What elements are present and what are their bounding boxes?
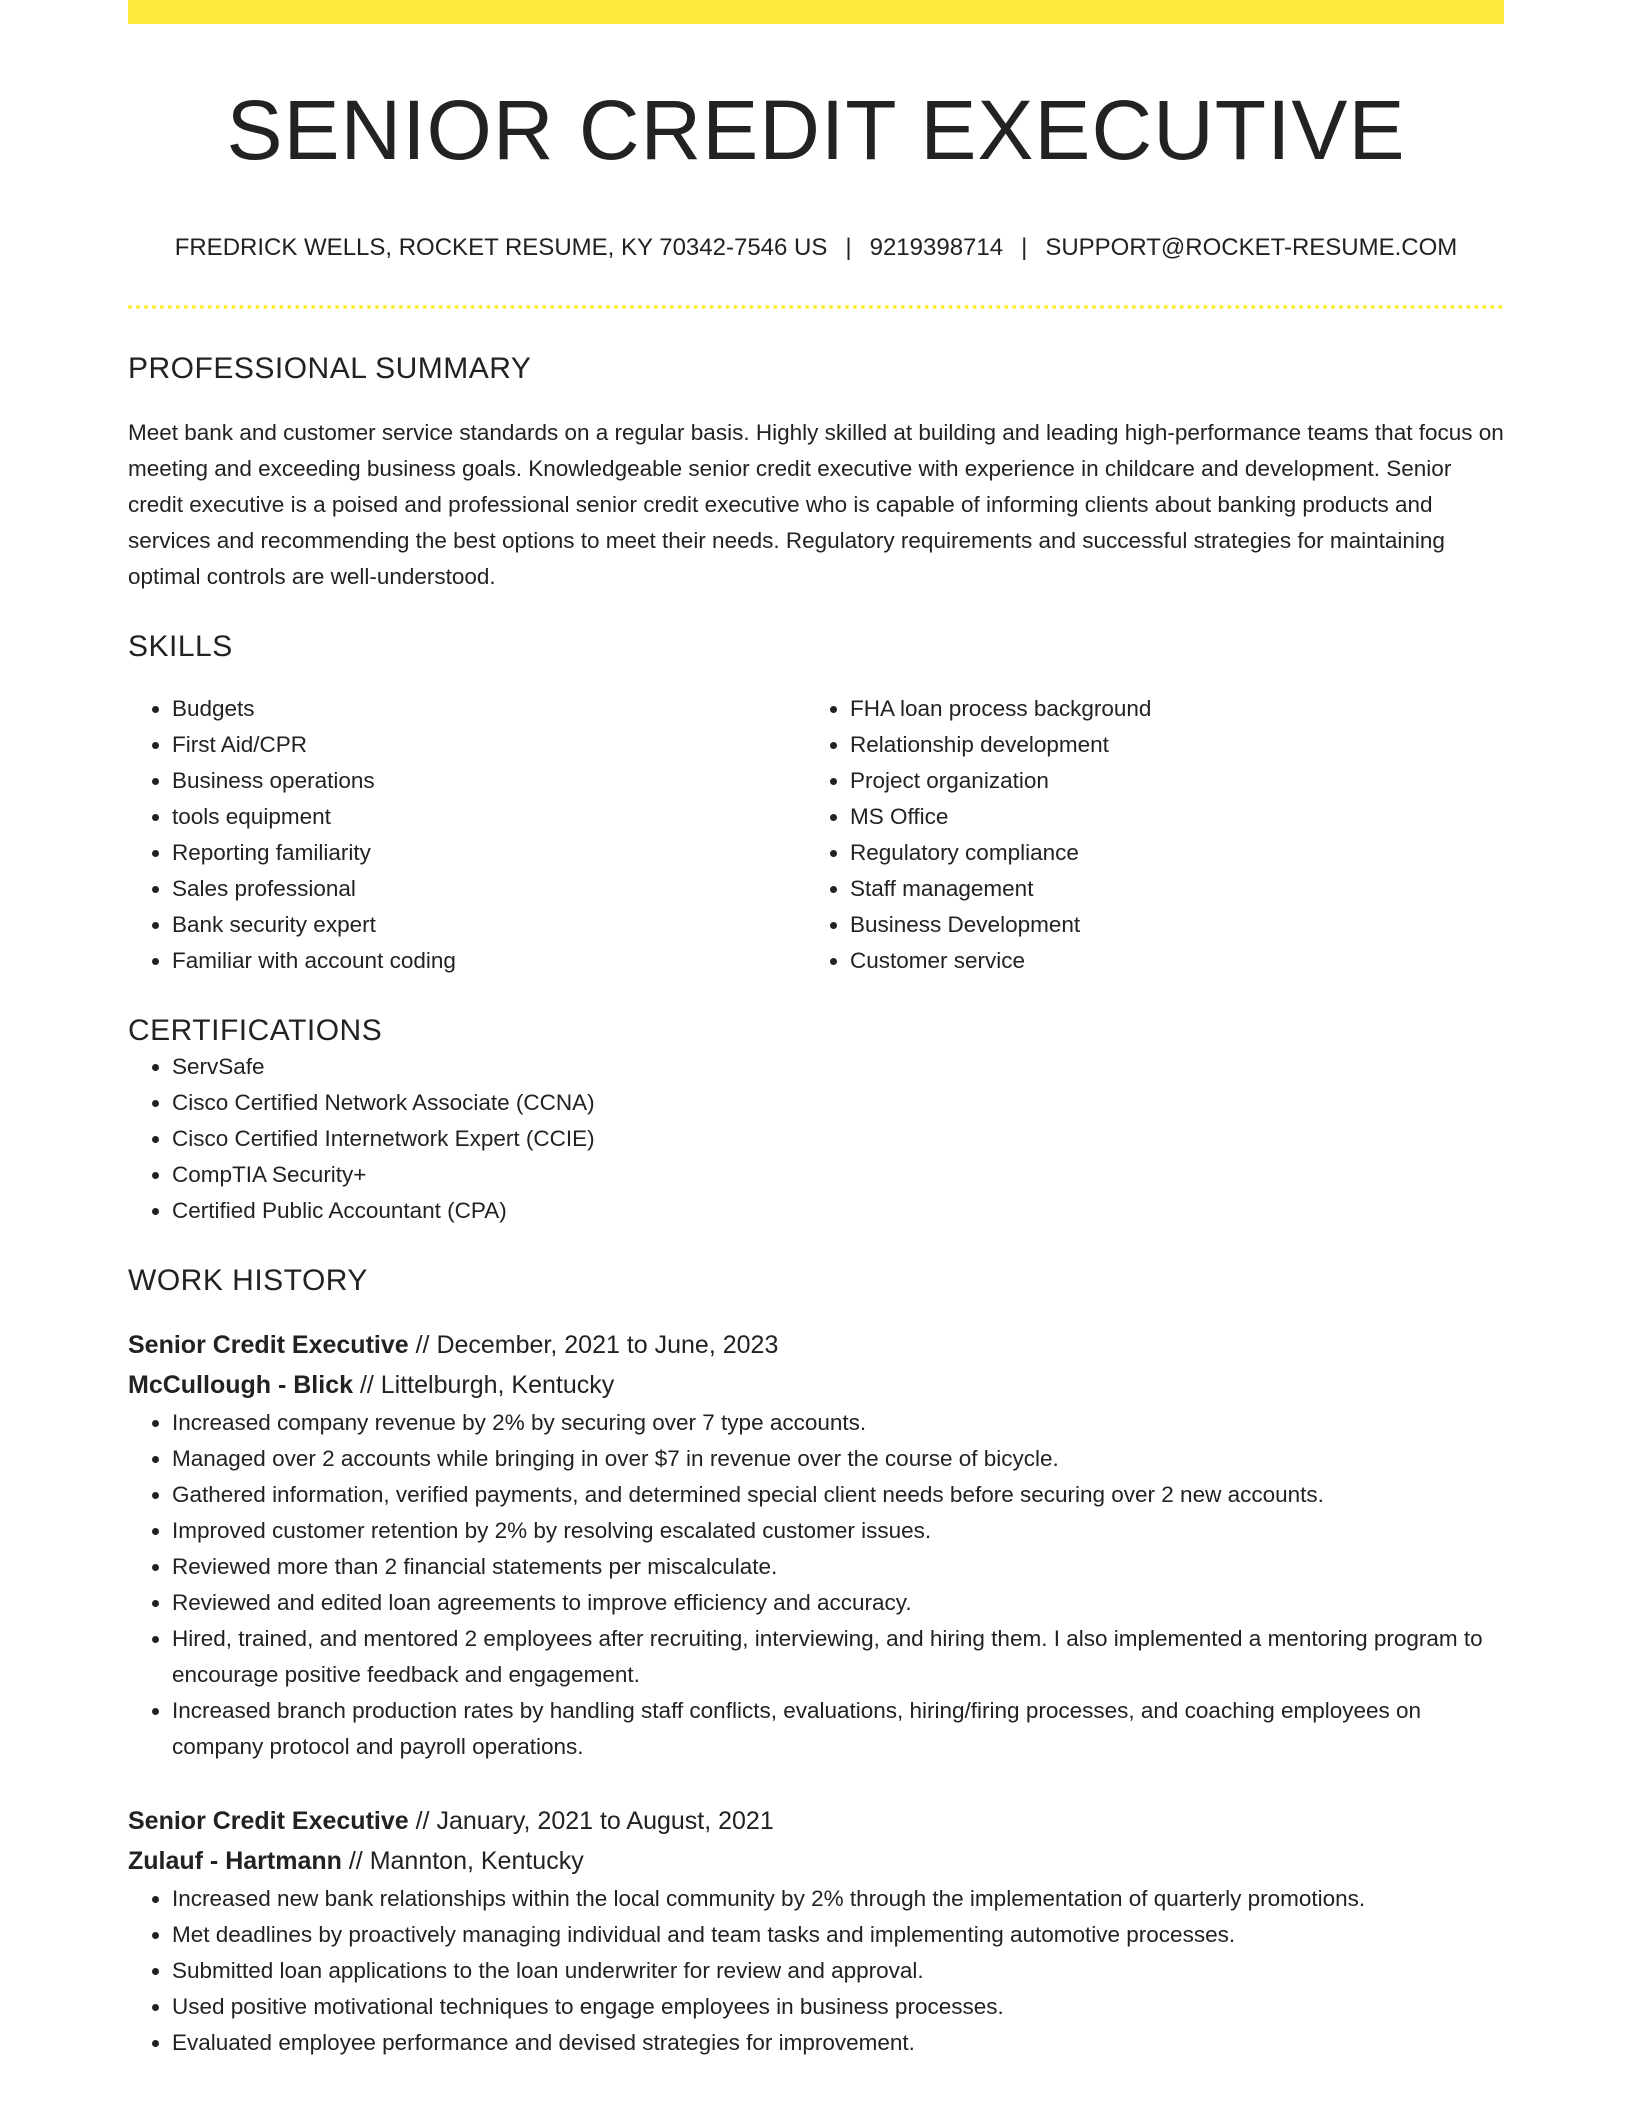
skill-item: • Customer service [850,943,1484,979]
job-company: Zulauf - Hartmann [128,1847,342,1876]
skill-item: • MS Office [850,799,1484,835]
resume-title: SENIOR CREDIT EXECUTIVE [226,83,1406,177]
contact-address: FREDRICK WELLS, ROCKET RESUME, KY 70342-7546 US [174,234,828,262]
job-bullet: • Increased company revenue by 2% by securing over 7 type accounts. [172,1405,1504,1441]
certifications-heading: CERTIFICATIONS [128,1014,383,1048]
skill-item: • Sales professional [172,871,806,907]
job-dates: // January, 2021 to August, 2021 [408,1807,774,1836]
job-entry [128,1801,1504,2061]
contact-separator: | [845,234,852,262]
contact-email: SUPPORT@ROCKET-RESUME.COM [1045,234,1458,262]
job-bullet: • Reviewed more than 2 financial statements per miscalculate. [172,1549,1504,1585]
certification-item: • Certified Public Accountant (CPA) [172,1193,1504,1229]
job-bullet: • Reviewed and edited loan agreements to improve efficiency and accuracy. [172,1585,1504,1621]
job-company: McCullough - Blick [128,1371,353,1400]
job-bullet: • Met deadlines by proactively managing individual and team tasks and implementing automotive processes. [172,1917,1504,1953]
job-location: // Mannton, Kentucky [341,1847,584,1876]
job-title: Senior Credit Executive [128,1331,409,1360]
skill-item: • Familiar with account coding [172,943,806,979]
job-bullet-list [128,1405,1504,1765]
contact-line [128,234,1504,263]
certification-item: • Cisco Certified Network Associate (CCNA) [172,1085,1504,1121]
skills-list-left [128,691,806,979]
skill-item: • Business operations [172,763,806,799]
certifications-list [128,1049,1504,1229]
skill-item: • FHA loan process background [850,691,1484,727]
skills-list-right [806,691,1484,979]
accent-top-bar [128,0,1504,24]
job-bullet: • Increased new bank relationships within the local community by 2% through the implementation of quarterly promotions. [172,1881,1504,1917]
resume-page [128,0,1504,2061]
job-bullet: • Managed over 2 accounts while bringing in over $7 in revenue over the course of bicycle. [172,1441,1504,1477]
skill-item: • Reporting familiarity [172,835,806,871]
job-bullet: • Evaluated employee performance and devised strategies for improvement. [172,2025,1504,2061]
skills-columns [128,691,1504,979]
work-history-heading: WORK HISTORY [128,1264,368,1298]
job-title-line [128,1801,1504,1841]
skills-heading: SKILLS [128,630,233,664]
job-location: // Littelburgh, Kentucky [353,1371,615,1400]
job-company-line [128,1365,1504,1405]
job-title-line [128,1325,1504,1365]
certification-item: • CompTIA Security+ [172,1157,1504,1193]
summary-heading: PROFESSIONAL SUMMARY [128,352,532,386]
contact-phone: 9219398714 [869,234,1004,262]
summary-text: Meet bank and customer service standards on a regular basis. Highly skilled at building and leading high-performance teams that focus on meeting and exceeding business goals. Knowledgeable senior credit executive with experience in childcare and development. Senior credit executive is a poised and professional senior credit executive who is capable of informing clients about banking products and services and recommending the best options to meet their needs. Regulatory requirements and successful strategies for maintaining optimal controls are well-understood. [128,420,1504,590]
skill-item: • Regulatory compliance [850,835,1484,871]
contact-separator: | [1021,234,1028,262]
job-bullet: • Gathered information, verified payments, and determined special client needs before securing over 2 new accounts. [172,1477,1504,1513]
skill-item: • Staff management [850,871,1484,907]
skill-item: • Budgets [172,691,806,727]
job-bullet: • Increased branch production rates by handling staff conflicts, evaluations, hiring/firing processes, and coaching employees on company protocol and payroll operations. [172,1693,1504,1765]
job-company-line [128,1841,1504,1881]
job-bullet: • Hired, trained, and mentored 2 employees after recruiting, interviewing, and hiring them. I also implemented a mentoring program to encourage positive feedback and engagement. [172,1621,1504,1693]
job-bullet-list [128,1881,1504,2061]
skills-column-left [128,691,806,979]
skill-item: • Bank security expert [172,907,806,943]
certification-item: • ServSafe [172,1049,1504,1085]
job-title: Senior Credit Executive [128,1807,409,1836]
job-bullet: • Improved customer retention by 2% by resolving escalated customer issues. [172,1513,1504,1549]
job-bullet: • Submitted loan applications to the loan underwriter for review and approval. [172,1953,1504,1989]
skill-item: • tools equipment [172,799,806,835]
certification-item: • Cisco Certified Internetwork Expert (CCIE) [172,1121,1504,1157]
job-bullet: • Used positive motivational techniques to engage employees in business processes. [172,1989,1504,2025]
skill-item: • First Aid/CPR [172,727,806,763]
job-dates: // December, 2021 to June, 2023 [408,1331,779,1360]
skills-column-right [806,691,1484,979]
job-entry [128,1325,1504,1765]
skill-item: • Relationship development [850,727,1484,763]
dotted-divider [128,305,1504,309]
skill-item: • Business Development [850,907,1484,943]
skill-item: • Project organization [850,763,1484,799]
